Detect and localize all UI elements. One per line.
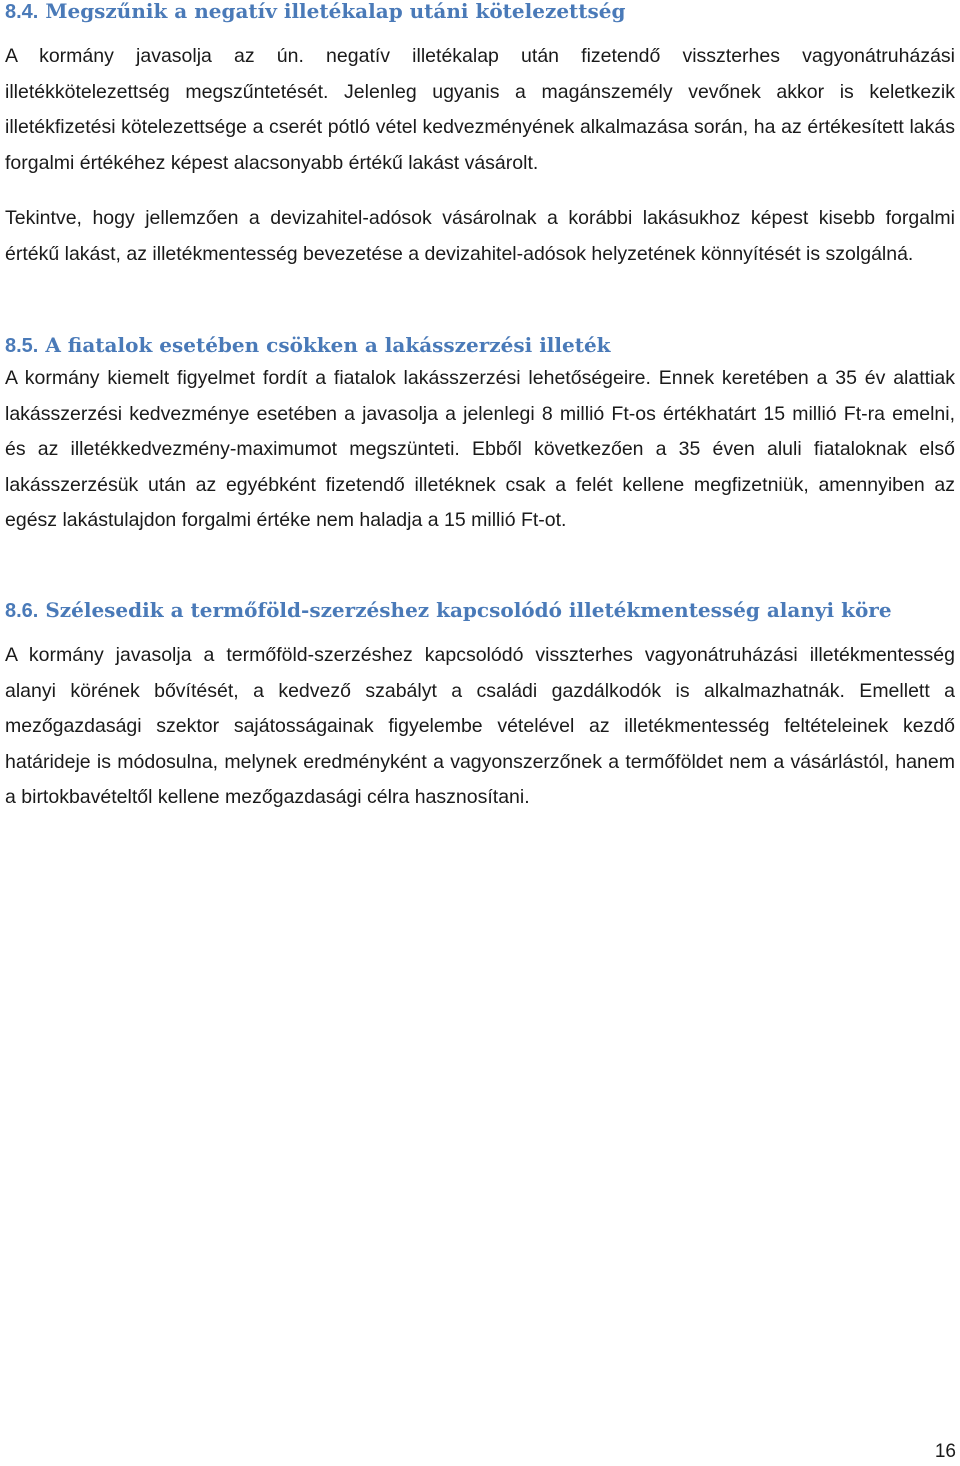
section-number: 8.5.: [5, 335, 39, 357]
section-title: Szélesedik a termőföld-szerzéshez kapcsolódó illetékmentesség alanyi köre: [45, 598, 892, 622]
paragraph: Tekintve, hogy jellemzően a devizahitel-adósok vásárolnak a korábbi lakásukhoz képest kisebb forgalmi értékű lakást, az illetékmentesség bevezetése a devizahitel-adósok helyzetének könnyítését is szolgálná.: [5, 207, 955, 265]
section-title: Megszűnik a negatív illetékalap utáni kötelezettség: [45, 0, 626, 23]
section-heading-8-6: [5, 597, 892, 624]
paragraph: A kormány javasolja a termőföld-szerzéshez kapcsolódó visszterhes vagyonátruházási illetékmentesség alanyi körének bővítését, a kedvező szabályt a családi gazdálkodók is alkalmazhatnák. Emellett a mezőgazdasági szektor sajátosságainak figyelembe vételével az illetékmentesség feltételeinek kezdő határideje is módosulna, melynek eredményként a vagyonszerzőnek a termőföldet nem a vásárlástól, hanem a birtokbavételtől kellene mezőgazdasági célra hasznosítani.: [5, 644, 955, 808]
section-heading-8-5: [5, 332, 611, 359]
paragraph: A kormány kiemelt figyelmet fordít a fiatalok lakásszerzési lehetőségeire. Ennek keretében a 35 év alattiak lakásszerzési kedvezménye esetében a javasolja a jelenlegi 8 millió Ft-os értékhatárt 15 millió Ft-ra emelni, és az illetékkedvezmény-maximumot megszünteti. Ebből következően a 35 éven aluli fiataloknak első lakásszerzésük után az egyébként fizetendő illetéknek csak a felét kellene megfizetniük, amennyiben az egész lakástulajdon forgalmi értéke nem haladja a 15 millió Ft-ot.: [5, 367, 955, 531]
page-number: 16: [934, 1441, 956, 1462]
section-heading-8-4: [5, 0, 626, 25]
section-title: A fiatalok esetében csökken a lakásszerzési illeték: [45, 333, 611, 357]
paragraph: A kormány javasolja az ún. negatív illetékalap után fizetendő visszterhes vagyonátruházási illetékkötelezettség megszűntetését. Jelenleg ugyanis a magánszemély vevőnek akkor is keletkezik illetékfizetési kötelezettsége a cserét pótló vétel kedvezményének alkalmazása során, ha az értékesített lakás forgalmi értékéhez képest alacsonyabb értékű lakást vásárolt.: [5, 45, 955, 174]
section-number: 8.4.: [5, 1, 39, 23]
section-number: 8.6.: [5, 600, 39, 622]
